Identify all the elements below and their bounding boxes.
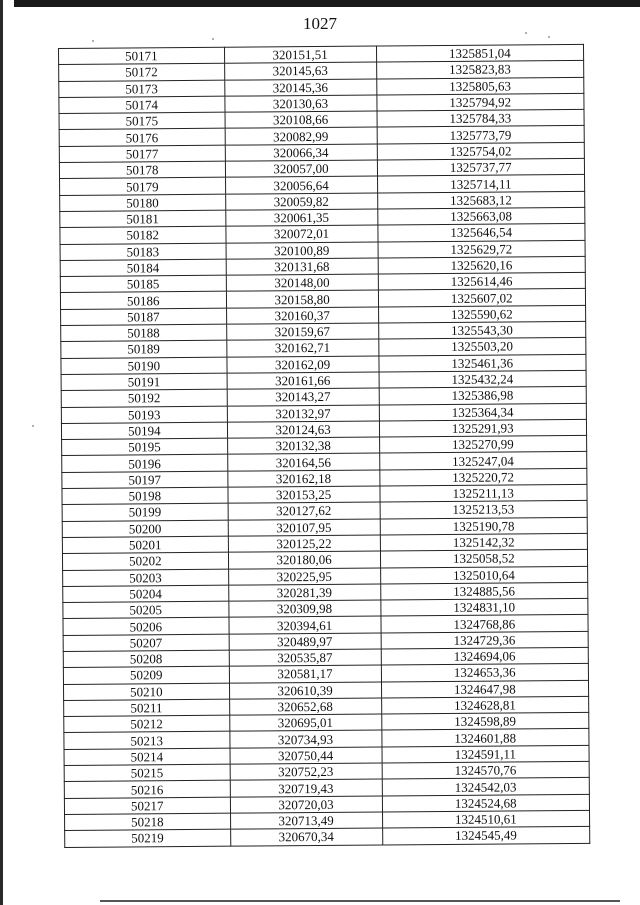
point-id-cell: 50188 <box>61 324 227 342</box>
x-coordinate-cell: 320225,95 <box>228 567 380 584</box>
x-coordinate-cell: 320145,63 <box>224 62 376 79</box>
x-coordinate-cell: 320107,95 <box>228 519 380 536</box>
x-coordinate-cell: 320394,61 <box>229 616 381 633</box>
y-coordinate-cell: 1324591,11 <box>382 745 590 763</box>
point-id-cell: 50185 <box>60 275 226 293</box>
x-coordinate-cell: 320082,99 <box>225 127 377 144</box>
y-coordinate-cell: 1325620,16 <box>378 256 586 274</box>
point-id-cell: 50187 <box>61 308 227 326</box>
y-coordinate-cell: 1325614,46 <box>378 273 586 291</box>
y-coordinate-cell: 1324628,81 <box>381 696 589 714</box>
y-coordinate-cell: 1325291,93 <box>379 419 587 437</box>
point-id-cell: 50175 <box>59 112 225 130</box>
y-coordinate-cell: 1325629,72 <box>378 240 586 258</box>
point-id-cell: 50174 <box>59 96 225 114</box>
x-coordinate-cell: 320148,00 <box>226 274 378 291</box>
x-coordinate-cell: 320127,62 <box>228 502 380 519</box>
y-coordinate-cell: 1325607,02 <box>378 289 586 307</box>
point-id-cell: 50196 <box>62 455 228 473</box>
y-coordinate-cell: 1325714,11 <box>377 175 585 193</box>
y-coordinate-cell: 1325851,04 <box>376 44 584 62</box>
y-coordinate-cell: 1325461,36 <box>378 354 586 372</box>
point-id-cell: 50193 <box>61 406 227 424</box>
x-coordinate-cell: 320061,35 <box>225 209 377 226</box>
point-id-cell: 50203 <box>63 569 229 587</box>
y-coordinate-cell: 1325220,72 <box>379 468 587 486</box>
y-coordinate-cell: 1324510,61 <box>382 810 590 828</box>
scan-speck <box>92 40 94 42</box>
x-coordinate-cell: 320056,64 <box>225 176 377 193</box>
x-coordinate-cell: 320752,23 <box>230 763 382 780</box>
y-coordinate-cell: 1325805,63 <box>376 77 584 95</box>
x-coordinate-cell: 320100,89 <box>226 242 378 259</box>
point-id-cell: 50210 <box>63 683 229 701</box>
scan-speck <box>212 38 214 40</box>
x-coordinate-cell: 320151,51 <box>224 46 376 63</box>
x-coordinate-cell: 320132,97 <box>227 405 379 422</box>
y-coordinate-cell: 1324601,88 <box>381 729 589 747</box>
x-coordinate-cell: 320145,36 <box>224 79 376 96</box>
point-id-cell: 50212 <box>64 715 230 733</box>
y-coordinate-cell: 1324598,89 <box>381 713 589 731</box>
x-coordinate-cell: 320750,44 <box>230 747 382 764</box>
point-id-cell: 50182 <box>60 226 226 244</box>
point-id-cell: 50216 <box>64 781 230 799</box>
y-coordinate-cell: 1324524,68 <box>382 794 590 812</box>
y-coordinate-cell: 1325142,32 <box>380 533 588 551</box>
x-coordinate-cell: 320158,80 <box>226 290 378 307</box>
point-id-cell: 50207 <box>63 634 229 652</box>
point-id-cell: 50209 <box>63 666 229 684</box>
x-coordinate-cell: 320159,67 <box>226 323 378 340</box>
y-coordinate-cell: 1325754,02 <box>377 142 585 160</box>
point-id-cell: 50199 <box>62 503 228 521</box>
x-coordinate-cell: 320131,68 <box>226 258 378 275</box>
x-coordinate-cell: 320143,27 <box>227 388 379 405</box>
y-coordinate-cell: 1324885,56 <box>380 582 588 600</box>
y-coordinate-cell: 1324768,86 <box>381 615 589 633</box>
point-id-cell: 50183 <box>60 243 226 261</box>
y-coordinate-cell: 1324694,06 <box>381 647 589 665</box>
y-coordinate-cell: 1325590,62 <box>378 305 586 323</box>
point-id-cell: 50186 <box>60 292 226 310</box>
x-coordinate-cell: 320130,63 <box>224 95 376 112</box>
x-coordinate-cell: 320713,49 <box>230 812 382 829</box>
y-coordinate-cell: 1325503,20 <box>378 338 586 356</box>
point-id-cell: 50198 <box>62 487 228 505</box>
x-coordinate-cell: 320162,71 <box>226 339 378 356</box>
x-coordinate-cell: 320719,43 <box>230 779 382 796</box>
x-coordinate-cell: 320057,00 <box>225 160 377 177</box>
point-id-cell: 50171 <box>59 47 225 65</box>
x-coordinate-cell: 320162,18 <box>227 470 379 487</box>
y-coordinate-cell: 1325386,98 <box>379 387 587 405</box>
y-coordinate-cell: 1324729,36 <box>381 631 589 649</box>
scan-speck <box>548 36 550 38</box>
y-coordinate-cell: 1324570,76 <box>382 761 590 779</box>
point-id-cell: 50213 <box>64 732 230 750</box>
point-id-cell: 50211 <box>64 699 230 717</box>
y-coordinate-cell: 1325823,83 <box>376 61 584 79</box>
point-id-cell: 50200 <box>62 520 228 538</box>
x-coordinate-cell: 320132,38 <box>227 437 379 454</box>
point-id-cell: 50179 <box>60 178 226 196</box>
y-coordinate-cell: 1325211,13 <box>379 484 587 502</box>
x-coordinate-cell: 320610,39 <box>229 682 381 699</box>
point-id-cell: 50204 <box>63 585 229 603</box>
x-coordinate-cell: 320734,93 <box>229 730 381 747</box>
point-id-cell: 50201 <box>62 536 228 554</box>
coordinate-table <box>58 44 590 848</box>
y-coordinate-cell: 1324831,10 <box>380 598 588 616</box>
y-coordinate-cell: 1325432,24 <box>379 370 587 388</box>
x-coordinate-cell: 320652,68 <box>229 698 381 715</box>
x-coordinate-cell: 320161,66 <box>227 372 379 389</box>
y-coordinate-cell: 1325683,12 <box>377 191 585 209</box>
x-coordinate-cell: 320124,63 <box>227 421 379 438</box>
x-coordinate-cell: 320125,22 <box>228 535 380 552</box>
scan-left-edge <box>0 0 3 905</box>
point-id-cell: 50184 <box>60 259 226 277</box>
x-coordinate-cell: 320059,82 <box>225 193 377 210</box>
y-coordinate-cell: 1325646,54 <box>377 224 585 242</box>
y-coordinate-cell: 1325190,78 <box>380 517 588 535</box>
y-coordinate-cell: 1325213,53 <box>380 501 588 519</box>
x-coordinate-cell: 320720,03 <box>230 796 382 813</box>
x-coordinate-cell: 320535,87 <box>229 649 381 666</box>
point-id-cell: 50190 <box>61 357 227 375</box>
y-coordinate-cell: 1325784,33 <box>377 110 585 128</box>
y-coordinate-cell: 1325058,52 <box>380 550 588 568</box>
table-row <box>65 827 590 847</box>
point-id-cell: 50176 <box>59 129 225 147</box>
point-id-cell: 50205 <box>63 601 229 619</box>
scan-top-edge <box>14 0 640 7</box>
x-coordinate-cell: 320281,39 <box>228 584 380 601</box>
point-id-cell: 50172 <box>59 63 225 81</box>
point-id-cell: 50192 <box>61 389 227 407</box>
x-coordinate-cell: 320164,56 <box>227 453 379 470</box>
x-coordinate-cell: 320162,09 <box>227 356 379 373</box>
y-coordinate-cell: 1325737,77 <box>377 158 585 176</box>
point-id-cell: 50173 <box>59 80 225 98</box>
x-coordinate-cell: 320160,37 <box>226 307 378 324</box>
x-coordinate-cell: 320489,97 <box>229 633 381 650</box>
point-id-cell: 50189 <box>61 341 227 359</box>
y-coordinate-cell: 1324647,98 <box>381 680 589 698</box>
y-coordinate-cell: 1325270,99 <box>379 435 587 453</box>
point-id-cell: 50202 <box>62 552 228 570</box>
x-coordinate-cell: 320072,01 <box>225 225 377 242</box>
x-coordinate-cell: 320108,66 <box>225 111 377 128</box>
x-coordinate-cell: 320670,34 <box>230 828 382 845</box>
y-coordinate-cell: 1325663,08 <box>377 207 585 225</box>
point-id-cell: 50217 <box>64 797 230 815</box>
point-id-cell: 50181 <box>60 210 226 228</box>
point-id-cell: 50191 <box>61 373 227 391</box>
y-coordinate-cell: 1324542,03 <box>382 778 590 796</box>
scan-bottom-edge <box>100 900 620 902</box>
y-coordinate-cell: 1325543,30 <box>378 321 586 339</box>
x-coordinate-cell: 320695,01 <box>229 714 381 731</box>
y-coordinate-cell: 1325794,92 <box>376 93 584 111</box>
y-coordinate-cell: 1325247,04 <box>379 452 587 470</box>
point-id-cell: 50214 <box>64 748 230 766</box>
point-id-cell: 50208 <box>63 650 229 668</box>
point-id-cell: 50197 <box>62 471 228 489</box>
x-coordinate-cell: 320066,34 <box>225 144 377 161</box>
x-coordinate-cell: 320180,06 <box>228 551 380 568</box>
point-id-cell: 50218 <box>65 813 231 831</box>
x-coordinate-cell: 320153,25 <box>228 486 380 503</box>
x-coordinate-cell: 320309,98 <box>228 600 380 617</box>
coordinate-table-body <box>59 44 590 847</box>
point-id-cell: 50194 <box>61 422 227 440</box>
page-number: 1027 <box>303 14 337 33</box>
scan-speck <box>32 425 34 427</box>
y-coordinate-cell: 1325364,34 <box>379 403 587 421</box>
point-id-cell: 50195 <box>62 438 228 456</box>
y-coordinate-cell: 1324653,36 <box>381 664 589 682</box>
y-coordinate-cell: 1325010,64 <box>380 566 588 584</box>
point-id-cell: 50177 <box>59 145 225 163</box>
point-id-cell: 50219 <box>65 829 231 847</box>
y-coordinate-cell: 1324545,49 <box>382 827 590 845</box>
point-id-cell: 50180 <box>60 194 226 212</box>
y-coordinate-cell: 1325773,79 <box>377 126 585 144</box>
x-coordinate-cell: 320581,17 <box>229 665 381 682</box>
point-id-cell: 50206 <box>63 618 229 636</box>
point-id-cell: 50178 <box>59 161 225 179</box>
point-id-cell: 50215 <box>64 764 230 782</box>
